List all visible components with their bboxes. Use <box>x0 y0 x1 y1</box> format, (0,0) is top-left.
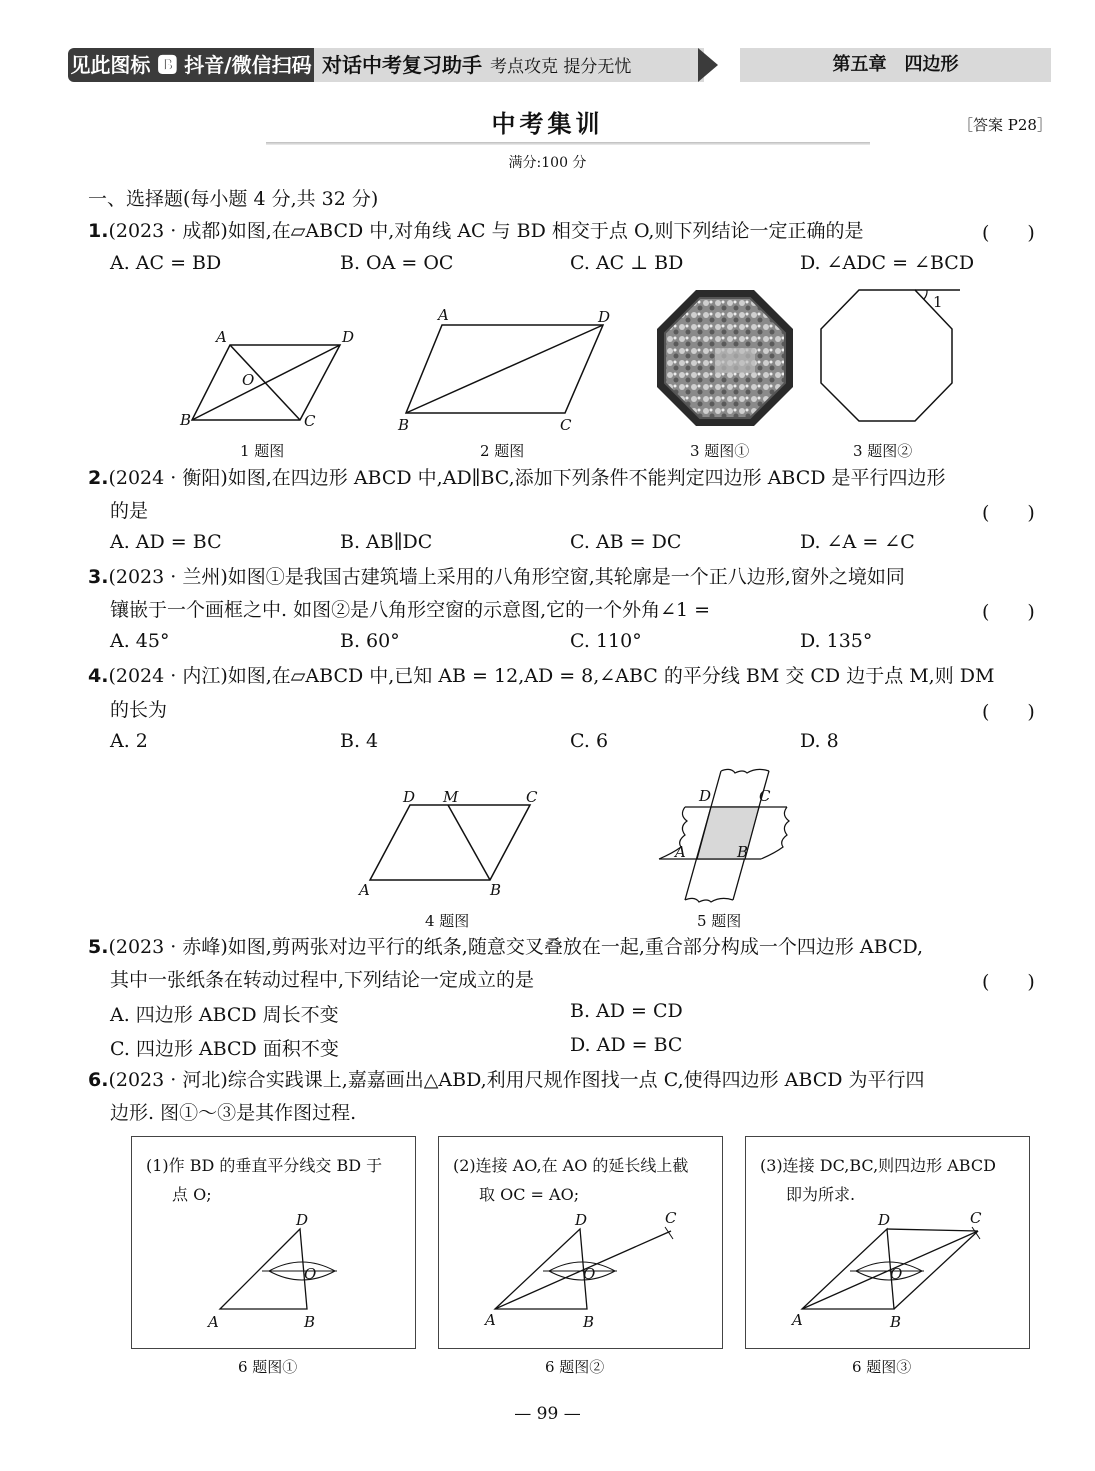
option-d: D. 135° <box>800 630 873 652</box>
construction-figure-3 <box>746 1207 1029 1347</box>
section-heading: 一、选择题(每小题 4 分,共 32 分) <box>88 188 379 210</box>
question-text-cont: 边形. 图①～③是其作图过程. <box>110 1102 357 1124</box>
option-b: B. OA = OC <box>340 252 454 274</box>
option-a: A. AC = BD <box>110 252 222 274</box>
answer-blank: ( ) <box>982 601 1035 623</box>
question-number: 3. <box>88 566 109 588</box>
label-c: C <box>759 787 771 805</box>
label-b: B <box>583 1313 595 1331</box>
label-c: C <box>526 788 538 806</box>
option-c: C. 110° <box>570 630 642 652</box>
step-text: 即为所求. <box>786 1185 856 1204</box>
label-c: C <box>560 416 572 434</box>
header-banner <box>68 48 720 82</box>
option-a: A. AD = BC <box>110 531 222 553</box>
caption-fig2: 2 题图 <box>480 442 525 460</box>
option-c: C. 6 <box>570 730 609 752</box>
question-number: 4. <box>88 665 109 687</box>
question-number: 1. <box>88 220 109 242</box>
option-b: B. AD = CD <box>570 1000 683 1022</box>
label-d: D <box>575 1211 588 1229</box>
construction-step-2 <box>438 1136 723 1349</box>
option-b: B. 4 <box>340 730 379 752</box>
question-number: 2. <box>88 467 109 489</box>
question-text: (2023 · 成都)如图,在▱ABCD 中,对角线 AC 与 BD 相交于点 O,则下列结论一定正确的是 <box>108 220 864 242</box>
label-b: B <box>398 416 410 434</box>
label-a: A <box>359 881 370 899</box>
option-b: B. AB∥DC <box>340 531 433 553</box>
option-d: D. AD = BC <box>570 1034 683 1056</box>
option-d: D. ∠A = ∠C <box>800 531 915 553</box>
caption-fig3b: 3 题图② <box>853 442 913 460</box>
answer-blank: ( ) <box>982 701 1035 723</box>
option-c: C. 四边形 ABCD 面积不变 <box>110 1038 339 1060</box>
page-number: — 99 — <box>514 1404 581 1424</box>
label-o: O <box>583 1265 596 1283</box>
label-c: C <box>970 1209 982 1227</box>
title-rule <box>266 142 870 145</box>
option-a: A. 2 <box>110 730 148 752</box>
question-text: (2024 · 内江)如图,在▱ABCD 中,已知 AB = 12,AD = 8,∠ABC 的平分线 BM 交 CD 边于点 M,则 DM <box>108 665 995 687</box>
label-a: A <box>216 328 227 346</box>
chapter-label: 第五章 四边形 <box>740 48 1051 82</box>
step-text: 点 O; <box>172 1185 212 1204</box>
question-text-cont: 镶嵌于一个画框之中. 如图②是八角形空窗的示意图,它的一个外角∠1 = <box>110 599 711 621</box>
question-number: 6. <box>88 1069 109 1091</box>
question-1 <box>88 218 863 244</box>
caption-fig6b: 6 题图② <box>545 1358 605 1376</box>
octagon-window-photo <box>655 288 795 428</box>
caption-fig6c: 6 题图③ <box>852 1358 912 1376</box>
construction-step-3 <box>745 1136 1030 1349</box>
answer-blank: ( ) <box>982 502 1035 524</box>
assistant-tag: 考点攻克 提分无忧 <box>490 57 632 77</box>
label-o: O <box>304 1265 317 1283</box>
question-text-cont: 的长为 <box>110 699 168 721</box>
question-6 <box>88 1067 925 1093</box>
assistant-banner <box>314 48 704 82</box>
question-3 <box>88 564 905 590</box>
question-4 <box>88 663 994 689</box>
option-d: D. 8 <box>800 730 839 752</box>
question-text: (2023 · 赤峰)如图,剪两张对边平行的纸条,随意交叉叠放在一起,重合部分构成一个四边形 ABCD, <box>108 936 924 958</box>
step-text: (1)作 BD 的垂直平分线交 BD 于 <box>146 1156 383 1175</box>
figure-1 <box>170 320 360 430</box>
label-a: A <box>792 1311 803 1329</box>
assistant-title: 对话中考复习助手 <box>322 53 482 77</box>
option-a: A. 四边形 ABCD 周长不变 <box>110 1004 339 1026</box>
label-a: A <box>675 843 686 861</box>
question-text: (2024 · 衡阳)如图,在四边形 ABCD 中,AD∥BC,添加下列条件不能判定四边形 ABCD 是平行四边形 <box>108 467 946 489</box>
page-title: 中考集训 <box>491 110 604 138</box>
question-5 <box>88 934 923 960</box>
angle-label: 1 <box>933 293 943 311</box>
question-number: 5. <box>88 936 109 958</box>
label-d: D <box>699 787 712 805</box>
option-c: C. AB = DC <box>570 531 682 553</box>
answer-ref: ［答案 P28］ <box>958 116 1052 134</box>
construction-figure-2 <box>439 1207 722 1347</box>
label-b: B <box>737 843 749 861</box>
arrow-icon <box>698 48 718 82</box>
question-text-cont: 其中一张纸条在转动过程中,下列结论一定成立的是 <box>110 969 535 991</box>
caption-fig1: 1 题图 <box>240 442 285 460</box>
answer-blank: ( ) <box>982 222 1035 244</box>
caption-fig5: 5 题图 <box>697 912 742 930</box>
construction-figure-1 <box>132 1207 415 1347</box>
caption-fig3a: 3 题图① <box>690 442 750 460</box>
option-a: A. 45° <box>110 630 170 652</box>
label-a: A <box>438 306 449 324</box>
label-b: B <box>890 1313 902 1331</box>
step-text: 取 OC = AO; <box>479 1185 580 1204</box>
scan-banner: 见此图标 🅱 抖音/微信扫码 <box>68 48 314 82</box>
label-b: B <box>304 1313 316 1331</box>
question-text: (2023 · 河北)综合实践课上,嘉嘉画出△ABD,利用尺规作图找一点 C,使得四边形 ABCD 为平行四 <box>108 1069 925 1091</box>
label-o: O <box>890 1265 903 1283</box>
figure-2 <box>390 300 620 435</box>
label-b: B <box>180 411 192 429</box>
answer-blank: ( ) <box>982 971 1035 993</box>
label-a: A <box>208 1313 219 1331</box>
label-o: O <box>242 371 255 389</box>
label-d: D <box>342 328 355 346</box>
label-c: C <box>665 1209 677 1227</box>
figure-4 <box>355 785 555 900</box>
label-d: D <box>598 308 611 326</box>
caption-fig6a: 6 题图① <box>238 1358 298 1376</box>
option-c: C. AC ⊥ BD <box>570 252 684 274</box>
label-c: C <box>304 412 316 430</box>
option-b: B. 60° <box>340 630 400 652</box>
question-text-cont: 的是 <box>110 500 149 522</box>
figure-3-octagon <box>815 285 965 425</box>
question-text: (2023 · 兰州)如图①是我国古建筑墙上采用的八角形空窗,其轮廓是一个正八边形,窗外之境如同 <box>108 566 905 588</box>
option-d: D. ∠ADC = ∠BCD <box>800 252 975 274</box>
step-text: (2)连接 AO,在 AO 的延长线上截 <box>453 1156 689 1175</box>
label-d: D <box>878 1211 891 1229</box>
construction-step-1 <box>131 1136 416 1349</box>
figure-5 <box>655 765 795 905</box>
question-2 <box>88 465 946 491</box>
label-d: D <box>296 1211 309 1229</box>
score-line: 满分:100 分 <box>508 155 587 171</box>
step-text: (3)连接 DC,BC,则四边形 ABCD <box>760 1156 996 1175</box>
caption-fig4: 4 题图 <box>425 912 470 930</box>
label-a: A <box>485 1311 496 1329</box>
label-m: M <box>443 788 459 806</box>
label-d: D <box>403 788 416 806</box>
label-b: B <box>490 881 502 899</box>
